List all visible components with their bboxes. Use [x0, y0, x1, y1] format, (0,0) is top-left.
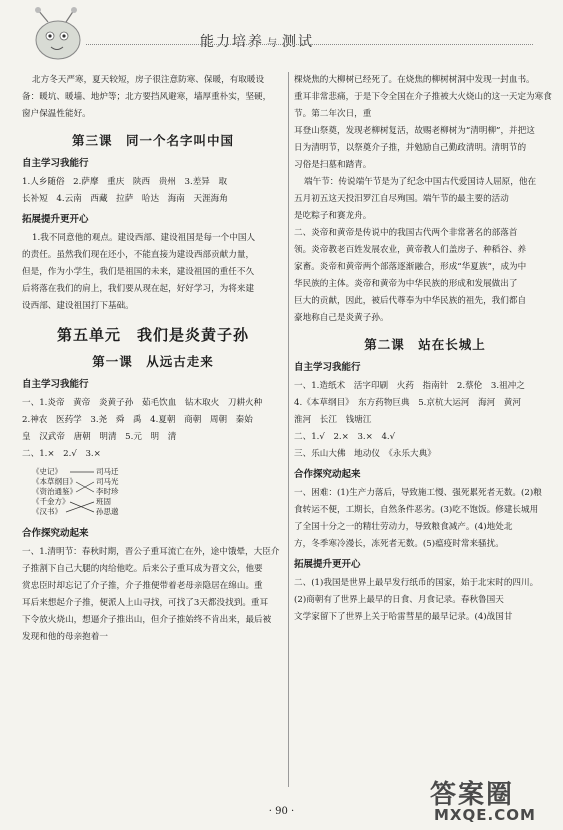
- answer-line: 耳后来想起介子推，便派人上山寻找，可找了3天都没找到。重耳: [22, 598, 269, 608]
- lesson1-title: 第一课 从远古走来: [92, 354, 214, 369]
- match-book: 《资治通鉴》: [32, 487, 77, 496]
- answer-line: 领。炎帝教老百姓发展农业，黄帝教人们盖房子、种稻谷、养: [294, 245, 527, 255]
- answer-line: 二、1.× 2.√ 3.×: [22, 449, 101, 459]
- answer-line: 棵烧焦的大柳树已经死了。在烧焦的柳树树洞中发现一封血书。: [294, 75, 535, 85]
- lesson2-title: 第二课 站在长城上: [364, 337, 486, 352]
- lesson3-title: 第三课 同一个名字叫中国: [71, 133, 234, 148]
- header-rule: [86, 44, 533, 45]
- header-title: 能力培养 与 测试: [200, 34, 314, 50]
- page-number: · 90 ·: [268, 806, 295, 817]
- answer-line: 一、1.造纸术 活字印刷 火药 指南针 2.蔡伦 3.祖冲之: [294, 381, 525, 391]
- answer-line: 一、困难：(1)生产力落后，导致施工慢、强死累死者无数。(2)粮: [294, 488, 542, 498]
- answer-line: 长补短 4.云南 西藏 拉萨 哈达 海南 天涯海角: [22, 194, 228, 204]
- answer-line: 二、1.√ 2.× 3.× 4.√: [294, 432, 396, 442]
- answer-line: 子推割下自己大腿的肉给他吃。后来公子重耳成为晋文公，他要: [22, 564, 263, 574]
- intro-line: 窗户保温性能好。: [22, 109, 91, 119]
- answer-line: 1.我不同意他的观点。建设西部、建设祖国是每一个中国人: [32, 233, 256, 243]
- answer-line: 二、(1)我国是世界上最早发行纸币的国家，始于北宋时的四川。: [294, 578, 539, 588]
- answer-line: 淮河 长江 钱塘江: [294, 415, 372, 425]
- answer-line: 食转运不便，工期长，自然条件恶劣。(3)吃不饱饭。修建长城用: [294, 505, 539, 515]
- answer-line: 巨大的贡献，因此，被后代尊奉为中华民族的祖先，我们都自: [294, 296, 527, 306]
- answer-line: 的责任。虽然我们现在还小，不能直接为建设西部贡献力量，: [22, 250, 255, 260]
- answer-line: 是吃粽子和赛龙舟。: [294, 211, 372, 221]
- unit5-title: 第五单元 我们是炎黄子孙: [56, 326, 249, 344]
- answer-line: 二、炎帝和黄帝是传说中的我国古代两个非常著名的部落首: [294, 228, 518, 238]
- answer-line: 习俗是扫墓和踏青。: [294, 160, 372, 170]
- match-book: 《史记》: [32, 467, 62, 476]
- match-author: 班固: [96, 497, 111, 506]
- watermark-url: MXQE.COM: [434, 806, 536, 824]
- left-column: [22, 72, 284, 646]
- answer-line: 了全国十分之一的精壮劳动力，导致粮食减产。(4)地处北: [294, 522, 513, 532]
- section-heading: 合作探究动起来: [294, 469, 361, 480]
- watermark-text: 答案圈: [430, 780, 515, 810]
- answer-line: 端午节：传说端午节是为了纪念中国古代爱国诗人屈原，他在: [304, 177, 537, 187]
- column-divider: [288, 72, 289, 787]
- answer-line: 下令放火烧山，想逼介子推出山，但介子推始终不肯出来，最后被: [22, 615, 272, 625]
- answer-line: 一、1.炎帝 黄帝 炎黄子孙 茹毛饮血 钻木取火 刀耕火种: [22, 398, 263, 408]
- section-heading: 自主学习我能行: [22, 158, 89, 169]
- answer-line: 4.《本草纲目》 东方药物巨典 5.京杭大运河 海河 黄河: [294, 398, 521, 408]
- site-watermark: [420, 774, 558, 828]
- match-book: 《千金方》: [32, 497, 70, 506]
- answer-line: 重耳非常悲痛，于是下令全国在介子推被大火烧山的这一天定为寒食节。第二年次日，重: [294, 92, 552, 119]
- answer-line: 豪地称自己是炎黄子孙。: [294, 313, 389, 323]
- answer-line: 皇 汉武帝 唐朝 明清 5.元 明 清: [22, 432, 177, 442]
- section-heading: 拓展提升更开心: [294, 559, 361, 570]
- answer-line: 华民族的主体。炎帝和黄帝为中华民族的形成和发展做出了: [294, 279, 518, 289]
- answer-line: 2.神农 医药学 3.尧 舜 禹 4.夏朝 商朝 周朝 秦始: [22, 415, 253, 425]
- answer-line: 耳登山祭奠，发现老柳树复活，故赐老柳树为“清明柳”，并把这: [294, 126, 535, 136]
- match-author: 李时珍: [96, 487, 119, 496]
- section-heading: 自主学习我能行: [294, 362, 361, 373]
- match-book: 《本草纲目》: [32, 477, 77, 486]
- page-header: [0, 0, 563, 64]
- match-author: 司马光: [96, 477, 119, 486]
- answer-line: 文学家留下了世界上关于哈雷彗星的最早记录。(4)战国甘: [294, 612, 513, 622]
- answer-line: 1.人乡随俗 2.萨摩 重庆 陕西 贵州 3.差异 取: [22, 177, 228, 187]
- answer-line: 日为清明节，以祭奠介子推，并勉励自己勤政清明。清明节的: [294, 143, 527, 153]
- match-book: 《汉书》: [32, 507, 62, 516]
- answer-line: 但是，作为小学生，我们是祖国的未来，建设祖国的重任不久: [22, 267, 255, 277]
- section-heading: 自主学习我能行: [22, 379, 89, 390]
- answer-line: 方，冬季寒冷漫长，冻死者无数。(5)瘟疫时常来骚扰。: [294, 539, 504, 549]
- cartoon-mascot-logo: [20, 6, 90, 62]
- match-author: 司马迁: [96, 467, 119, 476]
- answer-line: 后将落在我们的肩上，我们要从现在起，好好学习，为将来建: [22, 284, 255, 294]
- section-heading: 拓展提升更开心: [22, 214, 89, 225]
- match-author: 孙思邈: [96, 507, 119, 516]
- intro-line: 北方冬天严寒，夏天较短，房子很注意防寒、保暖，有取暖设: [32, 75, 265, 85]
- answer-line: 设西部、建设祖国打下基础。: [22, 301, 134, 311]
- answer-line: 家畜。炎帝和黄帝两个部落逐渐融合，形成“华夏族”，成为中: [294, 262, 527, 272]
- answer-line: 三、乐山大佛 地动仪 《永乐大典》: [294, 449, 436, 459]
- answer-line: 五月初五这天投汨罗江自尽殉国。端午节的最主要的活动: [294, 194, 509, 204]
- section-heading: 合作探究动起来: [22, 528, 89, 539]
- right-column: [294, 72, 556, 626]
- intro-line: 备：暖坑、暖墙、地炉等；北方要挡风避寒，墙厚重朴实，坚硬，: [22, 92, 272, 102]
- book-author-matching: [32, 467, 152, 521]
- answer-line: 发现和他的母亲抱着一: [22, 632, 108, 642]
- answer-line: 一、1.清明节：春秋时期，晋公子重耳流亡在外，途中饿晕，大臣介: [22, 547, 280, 557]
- answer-line: (2)商朝有了世界上最早的日食、月食记录。春秋鲁国天: [294, 595, 504, 605]
- answer-line: 赏忠臣时却忘记了介子推，介子推便带着老母亲隐居在绵山。重: [22, 581, 263, 591]
